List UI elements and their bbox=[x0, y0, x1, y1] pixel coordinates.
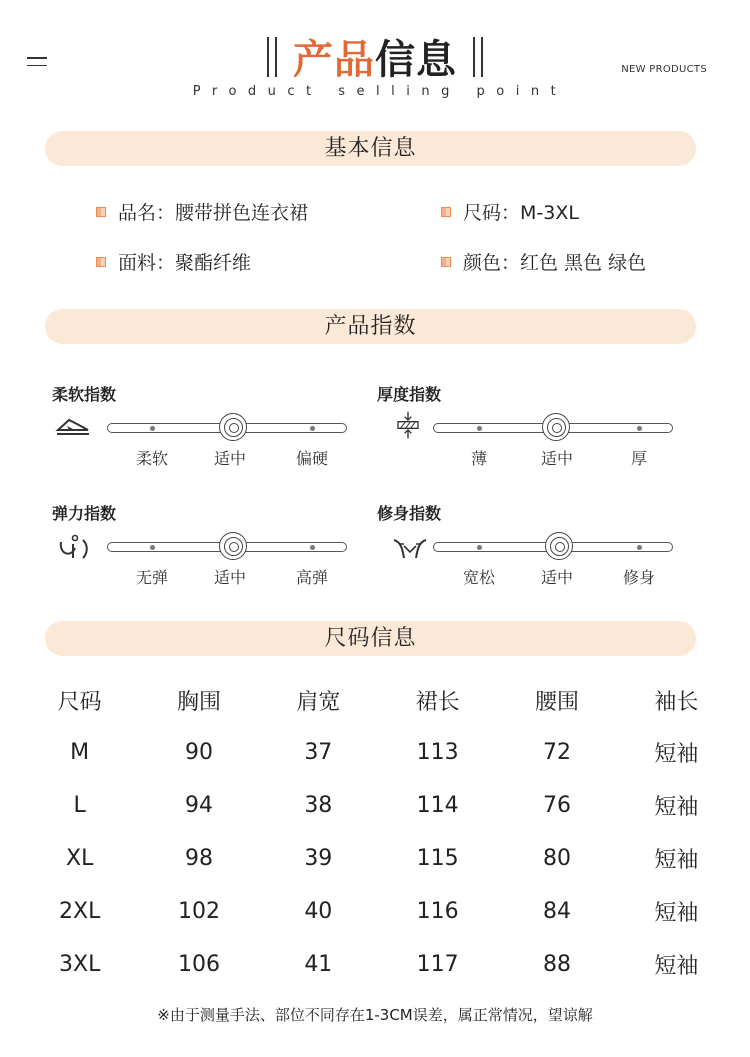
table-header-cell: 袖长 bbox=[654, 689, 699, 715]
track-dot bbox=[477, 426, 482, 431]
track-dot bbox=[637, 426, 642, 431]
info-item-label: 颜色：红色 黑色 绿色 bbox=[463, 252, 647, 274]
tick-label: 薄 bbox=[470, 449, 488, 468]
info-item-label: 尺码：M-3XL bbox=[463, 202, 579, 224]
tick-label: 宽松 bbox=[462, 568, 496, 587]
table-cell: XL bbox=[66, 846, 94, 871]
tick-label: 适中 bbox=[213, 568, 247, 587]
table-cell: 106 bbox=[177, 952, 220, 977]
section-product-index: 产品指数 bbox=[45, 309, 696, 344]
table-cell: 41 bbox=[304, 952, 333, 977]
table-header-cell: 胸围 bbox=[176, 689, 221, 715]
table-cell: 94 bbox=[184, 793, 213, 818]
bullet-icon bbox=[96, 207, 106, 217]
table-row bbox=[20, 832, 736, 885]
table-cell: 短袖 bbox=[654, 954, 699, 979]
bullet-icon bbox=[441, 257, 451, 267]
table-cell: 88 bbox=[542, 952, 571, 977]
table-cell: M bbox=[70, 740, 90, 765]
section-size-info: 尺码信息 bbox=[45, 621, 696, 656]
table-cell: 80 bbox=[542, 846, 571, 871]
table-cell: 短袖 bbox=[654, 742, 699, 767]
table-cell: 76 bbox=[542, 793, 571, 818]
info-item-name bbox=[96, 198, 308, 225]
elasticity-icon bbox=[57, 532, 93, 562]
table-cell: 117 bbox=[416, 952, 459, 977]
table-cell: 短袖 bbox=[654, 848, 699, 873]
title-accent: 产品 bbox=[293, 37, 375, 83]
title-rest: 信息 bbox=[375, 37, 457, 83]
title-bars-right bbox=[473, 37, 483, 77]
slim-fit-icon bbox=[392, 532, 428, 562]
table-header-cell: 肩宽 bbox=[296, 689, 341, 715]
table-cell: 2XL bbox=[59, 899, 101, 924]
info-item-label: 品名：腰带拼色连衣裙 bbox=[118, 202, 309, 224]
table-cell: 3XL bbox=[59, 952, 101, 977]
softness-knob[interactable] bbox=[219, 413, 247, 441]
slim-fit-label: 修身指数 bbox=[377, 504, 442, 523]
slim-fit-knob[interactable] bbox=[545, 532, 573, 560]
track-dot bbox=[150, 426, 155, 431]
footnote: ※由于测量手法、部位不同存在1-3CM误差，属正常情况，望谅解 bbox=[157, 1006, 593, 1024]
table-cell: 短袖 bbox=[654, 795, 699, 820]
track-dot bbox=[477, 545, 482, 550]
table-cell: 115 bbox=[416, 846, 459, 871]
table-row bbox=[20, 779, 736, 832]
thickness-label: 厚度指数 bbox=[377, 385, 442, 404]
tick-label: 适中 bbox=[213, 449, 247, 468]
table-cell: L bbox=[73, 793, 86, 818]
tick-label: 无弹 bbox=[135, 568, 169, 587]
tick-label: 厚 bbox=[630, 449, 648, 468]
table-cell: 39 bbox=[304, 846, 333, 871]
info-item-color bbox=[441, 248, 646, 275]
tick-label: 适中 bbox=[540, 449, 574, 468]
bullet-icon bbox=[96, 257, 106, 267]
track-dot bbox=[310, 545, 315, 550]
table-cell: 37 bbox=[304, 740, 333, 765]
tick-label: 适中 bbox=[540, 568, 574, 587]
new-products-tag: NEW PRODUCTS bbox=[621, 64, 707, 75]
table-cell: 72 bbox=[542, 740, 571, 765]
section-basic-info: 基本信息 bbox=[45, 131, 696, 166]
info-item-label: 面料：聚酯纤维 bbox=[118, 252, 252, 274]
table-header-cell: 腰围 bbox=[534, 689, 579, 715]
track-dot bbox=[637, 545, 642, 550]
table-header-cell: 尺码 bbox=[57, 689, 102, 715]
table-cell: 40 bbox=[304, 899, 333, 924]
bullet-icon bbox=[441, 207, 451, 217]
softness-label: 柔软指数 bbox=[52, 385, 117, 404]
table-cell: 116 bbox=[416, 899, 459, 924]
size-table bbox=[20, 674, 736, 991]
title-bars-left bbox=[267, 37, 277, 77]
page-title bbox=[0, 28, 750, 85]
info-item-size bbox=[441, 198, 579, 225]
thickness-knob[interactable] bbox=[542, 413, 570, 441]
table-cell: 114 bbox=[416, 793, 459, 818]
thickness-icon bbox=[390, 410, 426, 440]
table-cell: 113 bbox=[416, 740, 459, 765]
table-row bbox=[20, 938, 736, 991]
table-cell: 84 bbox=[542, 899, 571, 924]
table-row bbox=[20, 885, 736, 938]
track-dot bbox=[310, 426, 315, 431]
elasticity-knob[interactable] bbox=[219, 532, 247, 560]
table-header-cell: 裙长 bbox=[415, 689, 460, 715]
tick-label: 高弹 bbox=[295, 568, 329, 587]
fabric-softness-icon bbox=[55, 414, 91, 444]
track-dot bbox=[150, 545, 155, 550]
elasticity-label: 弹力指数 bbox=[52, 504, 117, 523]
page-subtitle: Product selling point bbox=[192, 84, 568, 99]
tick-label: 偏硬 bbox=[295, 449, 329, 468]
table-cell: 102 bbox=[177, 899, 220, 924]
table-cell: 38 bbox=[304, 793, 333, 818]
table-header-row bbox=[20, 674, 736, 726]
table-cell: 短袖 bbox=[654, 901, 699, 926]
tick-label: 修身 bbox=[622, 568, 656, 587]
table-cell: 98 bbox=[184, 846, 213, 871]
info-item-fabric bbox=[96, 248, 251, 275]
tick-label: 柔软 bbox=[135, 449, 169, 468]
table-row bbox=[20, 726, 736, 779]
table-cell: 90 bbox=[184, 740, 213, 765]
